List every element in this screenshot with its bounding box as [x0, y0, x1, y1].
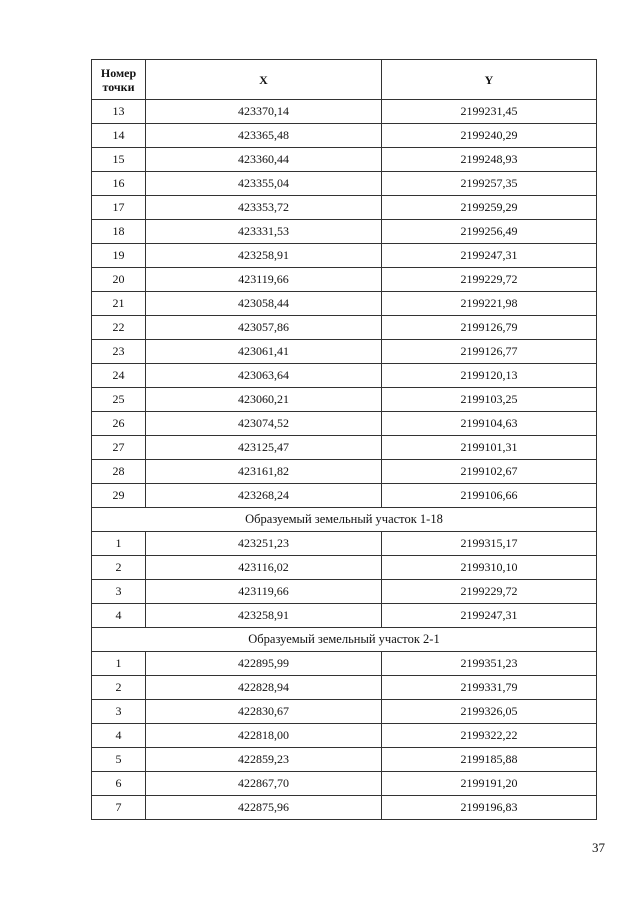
- y-coordinate-cell: 2199259,29: [382, 196, 597, 220]
- point-number-cell: 15: [92, 148, 146, 172]
- y-coordinate-cell: 2199231,45: [382, 100, 597, 124]
- y-coordinate-cell: 2199247,31: [382, 244, 597, 268]
- point-number-cell: 1: [92, 652, 146, 676]
- y-coordinate-cell: 2199247,31: [382, 604, 597, 628]
- point-number-cell: 3: [92, 700, 146, 724]
- table-row: [92, 316, 597, 340]
- x-coordinate-cell: 423119,66: [146, 580, 382, 604]
- table-row: [92, 652, 597, 676]
- point-number-cell: 25: [92, 388, 146, 412]
- table-body: [92, 100, 597, 820]
- point-number-cell: 2: [92, 556, 146, 580]
- x-coordinate-cell: 423125,47: [146, 436, 382, 460]
- x-coordinate-cell: 423061,41: [146, 340, 382, 364]
- header-point-number: Номер точки: [92, 60, 146, 100]
- point-number-cell: 23: [92, 340, 146, 364]
- y-coordinate-cell: 2199103,25: [382, 388, 597, 412]
- y-coordinate-cell: 2199229,72: [382, 580, 597, 604]
- y-coordinate-cell: 2199191,20: [382, 772, 597, 796]
- y-coordinate-cell: 2199256,49: [382, 220, 597, 244]
- y-coordinate-cell: 2199351,23: [382, 652, 597, 676]
- table-row: [92, 124, 597, 148]
- x-coordinate-cell: 423057,86: [146, 316, 382, 340]
- x-coordinate-cell: 423353,72: [146, 196, 382, 220]
- section-title: Образуемый земельный участок 2-1: [92, 628, 597, 652]
- x-coordinate-cell: 422859,23: [146, 748, 382, 772]
- point-number-cell: 14: [92, 124, 146, 148]
- x-coordinate-cell: 423119,66: [146, 268, 382, 292]
- header-row: [92, 60, 597, 100]
- table-row: [92, 196, 597, 220]
- x-coordinate-cell: 423258,91: [146, 244, 382, 268]
- point-number-cell: 18: [92, 220, 146, 244]
- x-coordinate-cell: 423116,02: [146, 556, 382, 580]
- section-row: [92, 628, 597, 652]
- point-number-cell: 29: [92, 484, 146, 508]
- table-row: [92, 484, 597, 508]
- table-row: [92, 700, 597, 724]
- table-row: [92, 772, 597, 796]
- y-coordinate-cell: 2199331,79: [382, 676, 597, 700]
- point-number-cell: 20: [92, 268, 146, 292]
- x-coordinate-cell: 422875,96: [146, 796, 382, 820]
- y-coordinate-cell: 2199221,98: [382, 292, 597, 316]
- table-row: [92, 388, 597, 412]
- y-coordinate-cell: 2199229,72: [382, 268, 597, 292]
- table-row: [92, 604, 597, 628]
- point-number-cell: 1: [92, 532, 146, 556]
- point-number-cell: 28: [92, 460, 146, 484]
- table-row: [92, 100, 597, 124]
- x-coordinate-cell: 423258,91: [146, 604, 382, 628]
- table-row: [92, 556, 597, 580]
- x-coordinate-cell: 423058,44: [146, 292, 382, 316]
- page-number: 37: [592, 840, 605, 855]
- x-coordinate-cell: 422867,70: [146, 772, 382, 796]
- point-number-cell: 7: [92, 796, 146, 820]
- point-number-cell: 4: [92, 724, 146, 748]
- x-coordinate-cell: 423251,23: [146, 532, 382, 556]
- section-row: [92, 508, 597, 532]
- y-coordinate-cell: 2199101,31: [382, 436, 597, 460]
- point-number-cell: 26: [92, 412, 146, 436]
- table-row: [92, 436, 597, 460]
- x-coordinate-cell: 422818,00: [146, 724, 382, 748]
- point-number-cell: 22: [92, 316, 146, 340]
- x-coordinate-cell: 423268,24: [146, 484, 382, 508]
- table-row: [92, 796, 597, 820]
- x-coordinate-cell: 423365,48: [146, 124, 382, 148]
- point-number-cell: 16: [92, 172, 146, 196]
- table-row: [92, 724, 597, 748]
- table-row: [92, 676, 597, 700]
- x-coordinate-cell: 423370,14: [146, 100, 382, 124]
- point-number-cell: 4: [92, 604, 146, 628]
- point-number-cell: 27: [92, 436, 146, 460]
- y-coordinate-cell: 2199248,93: [382, 148, 597, 172]
- x-coordinate-cell: 423331,53: [146, 220, 382, 244]
- table-row: [92, 220, 597, 244]
- point-number-cell: 13: [92, 100, 146, 124]
- y-coordinate-cell: 2199126,77: [382, 340, 597, 364]
- coordinates-table: [91, 59, 597, 820]
- point-number-cell: 17: [92, 196, 146, 220]
- point-number-cell: 21: [92, 292, 146, 316]
- point-number-cell: 24: [92, 364, 146, 388]
- x-coordinate-cell: 422830,67: [146, 700, 382, 724]
- y-coordinate-cell: 2199104,63: [382, 412, 597, 436]
- table-row: [92, 580, 597, 604]
- y-coordinate-cell: 2199185,88: [382, 748, 597, 772]
- point-number-cell: 5: [92, 748, 146, 772]
- x-coordinate-cell: 422828,94: [146, 676, 382, 700]
- y-coordinate-cell: 2199106,66: [382, 484, 597, 508]
- y-coordinate-cell: 2199326,05: [382, 700, 597, 724]
- table-header: [92, 60, 597, 100]
- y-coordinate-cell: 2199126,79: [382, 316, 597, 340]
- table-row: [92, 268, 597, 292]
- table-row: [92, 364, 597, 388]
- y-coordinate-cell: 2199120,13: [382, 364, 597, 388]
- y-coordinate-cell: 2199310,10: [382, 556, 597, 580]
- table-row: [92, 340, 597, 364]
- x-coordinate-cell: 423360,44: [146, 148, 382, 172]
- table-row: [92, 172, 597, 196]
- point-number-cell: 19: [92, 244, 146, 268]
- x-coordinate-cell: 423063,64: [146, 364, 382, 388]
- y-coordinate-cell: 2199102,67: [382, 460, 597, 484]
- y-coordinate-cell: 2199240,29: [382, 124, 597, 148]
- table-row: [92, 748, 597, 772]
- header-x: X: [146, 60, 382, 100]
- table-row: [92, 292, 597, 316]
- y-coordinate-cell: 2199322,22: [382, 724, 597, 748]
- x-coordinate-cell: 423074,52: [146, 412, 382, 436]
- table-row: [92, 460, 597, 484]
- y-coordinate-cell: 2199196,83: [382, 796, 597, 820]
- x-coordinate-cell: 422895,99: [146, 652, 382, 676]
- table-row: [92, 244, 597, 268]
- x-coordinate-cell: 423355,04: [146, 172, 382, 196]
- x-coordinate-cell: 423060,21: [146, 388, 382, 412]
- point-number-cell: 3: [92, 580, 146, 604]
- x-coordinate-cell: 423161,82: [146, 460, 382, 484]
- y-coordinate-cell: 2199257,35: [382, 172, 597, 196]
- table-row: [92, 532, 597, 556]
- y-coordinate-cell: 2199315,17: [382, 532, 597, 556]
- point-number-cell: 2: [92, 676, 146, 700]
- table-row: [92, 148, 597, 172]
- section-title: Образуемый земельный участок 1-18: [92, 508, 597, 532]
- header-y: Y: [382, 60, 597, 100]
- point-number-cell: 6: [92, 772, 146, 796]
- table-row: [92, 412, 597, 436]
